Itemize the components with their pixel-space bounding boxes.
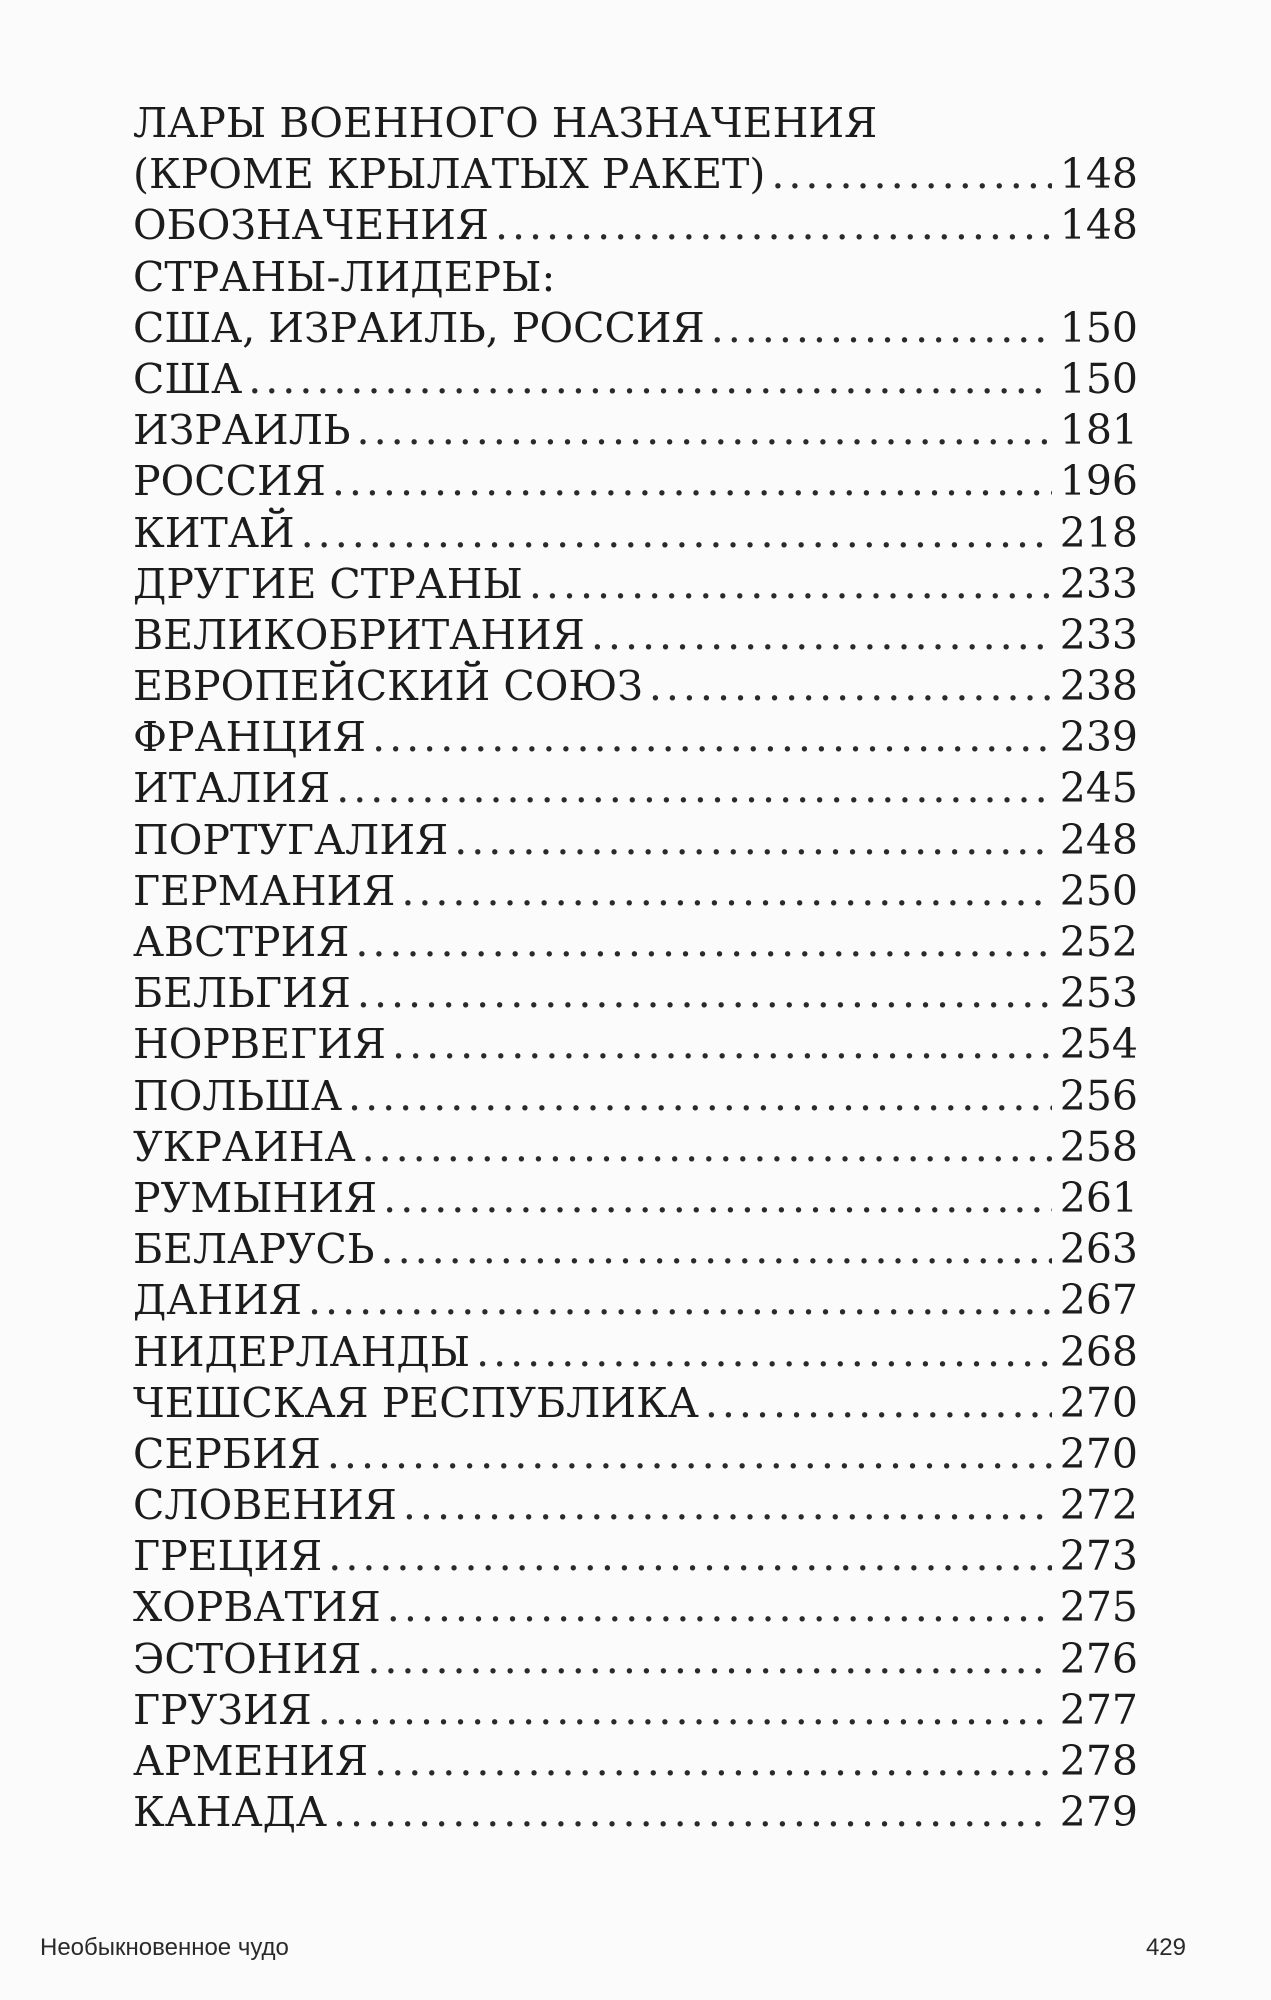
- toc-entry-title: НОРВЕГИЯ: [133, 1020, 387, 1069]
- toc-leader-dots: [308, 1275, 1052, 1326]
- toc-entry-title: ДАНИЯ: [133, 1276, 303, 1325]
- toc-entry-page: 238: [1059, 662, 1138, 711]
- toc-entry-page: 181: [1059, 406, 1138, 455]
- toc-entry-title: НИДЕРЛАНДЫ: [133, 1327, 471, 1376]
- toc-entry-page: 253: [1059, 969, 1138, 1018]
- toc-entry-page: 276: [1059, 1634, 1138, 1683]
- toc-entry-title: ЛАРЫ ВОЕННОГО НАЗНАЧЕНИЯ: [133, 99, 878, 147]
- table-of-contents: [133, 98, 1138, 1838]
- toc-entry: [133, 559, 1138, 610]
- toc-entry: [133, 1173, 1138, 1224]
- toc-entry: [133, 968, 1138, 1019]
- toc-entry: [133, 610, 1138, 661]
- toc-entry-page: 275: [1059, 1583, 1138, 1632]
- toc-leader-dots: [705, 1378, 1052, 1429]
- toc-entry-title: США: [133, 354, 243, 403]
- toc-entry-page: 252: [1059, 918, 1138, 966]
- toc-entry: [133, 1582, 1138, 1633]
- toc-leader-dots: [372, 712, 1052, 763]
- toc-entry-title: ОБОЗНАЧЕНИЯ: [133, 201, 489, 250]
- toc-leader-dots: [333, 1787, 1052, 1838]
- toc-entry: [133, 405, 1138, 456]
- toc-entry: [133, 1224, 1138, 1275]
- toc-entry-title: ГРЕЦИЯ: [133, 1532, 323, 1581]
- toc-entry: [133, 1787, 1138, 1838]
- toc-leader-dots: [711, 303, 1052, 354]
- toc-entry-title: ИТАЛИЯ: [133, 764, 331, 813]
- toc-entry-page: 196: [1059, 457, 1138, 506]
- toc-entry-page: 148: [1059, 150, 1138, 199]
- toc-leader-dots: [348, 1071, 1052, 1122]
- toc-entry-title: СТРАНЫ-ЛИДЕРЫ:: [133, 252, 556, 301]
- toc-entry-page: 150: [1059, 354, 1138, 403]
- toc-entry-title: ЕВРОПЕЙСКИЙ СОЮЗ: [133, 662, 643, 711]
- toc-leader-dots: [336, 763, 1052, 814]
- toc-leader-dots: [649, 661, 1052, 712]
- toc-entry-title: ГРУЗИЯ: [133, 1685, 312, 1734]
- toc-entry: [133, 815, 1138, 866]
- toc-entry-page: 218: [1059, 508, 1138, 557]
- toc-leader-dots: [591, 610, 1052, 661]
- toc-leader-dots: [381, 1224, 1052, 1275]
- toc-entry-title: ФРАНЦИЯ: [133, 713, 367, 762]
- toc-entry: [133, 1275, 1138, 1326]
- toc-entry: [133, 1685, 1138, 1736]
- toc-entry: [133, 252, 1138, 303]
- toc-leader-dots: [374, 1736, 1052, 1787]
- toc-leader-dots: [332, 456, 1052, 507]
- toc-entry-page: 279: [1059, 1788, 1138, 1837]
- toc-leader-dots: [248, 354, 1052, 405]
- toc-entry-page: 270: [1059, 1429, 1138, 1478]
- toc-leader-dots: [476, 1327, 1052, 1378]
- toc-entry: [133, 1327, 1138, 1378]
- toc-leader-dots: [401, 866, 1051, 917]
- toc-entry-title: РОССИЯ: [133, 457, 326, 506]
- toc-leader-dots: [771, 149, 1051, 200]
- toc-entry: [133, 1019, 1138, 1070]
- toc-entry-title: РУМЫНИЯ: [133, 1173, 378, 1222]
- toc-entry-title: АВСТРИЯ: [133, 918, 350, 966]
- toc-entry-title: АРМЕНИЯ: [133, 1737, 369, 1785]
- toc-entry: [133, 1634, 1138, 1685]
- toc-entry: [133, 303, 1138, 354]
- toc-entry: [133, 456, 1138, 507]
- toc-leader-dots: [367, 1634, 1051, 1685]
- toc-entry: [133, 508, 1138, 559]
- toc-entry: [133, 1531, 1138, 1582]
- toc-entry-page: 278: [1059, 1737, 1138, 1785]
- toc-entry-title: СЕРБИЯ: [133, 1429, 321, 1478]
- toc-leader-dots: [454, 815, 1052, 866]
- toc-entry-title: ДРУГИЕ СТРАНЫ: [133, 559, 523, 608]
- toc-entry: [133, 866, 1138, 917]
- toc-entry: [133, 1071, 1138, 1122]
- toc-entry-page: 261: [1059, 1173, 1138, 1222]
- toc-entry-title: ИЗРАИЛЬ: [133, 406, 351, 455]
- toc-leader-dots: [403, 1480, 1052, 1531]
- toc-entry-page: 258: [1059, 1122, 1138, 1171]
- toc-leader-dots: [301, 508, 1052, 559]
- toc-entry-title: ХОРВАТИЯ: [133, 1583, 381, 1632]
- footer-page-number: 429: [1145, 1934, 1186, 1961]
- toc-entry-page: 254: [1059, 1020, 1138, 1069]
- toc-entry-page: 256: [1059, 1071, 1138, 1120]
- toc-entry-title: КАНАДА: [133, 1788, 327, 1837]
- toc-leader-dots: [357, 968, 1052, 1019]
- toc-entry-page: 273: [1059, 1532, 1138, 1581]
- toc-leader-dots: [328, 1531, 1051, 1582]
- toc-entry-page: 268: [1059, 1327, 1138, 1376]
- toc-leader-dots: [529, 559, 1052, 610]
- toc-entry-page: 267: [1059, 1276, 1138, 1325]
- toc-entry-title: БЕЛЬГИЯ: [133, 969, 351, 1018]
- toc-entry-title: УКРАИНА: [133, 1122, 356, 1171]
- toc-entry: [133, 354, 1138, 405]
- toc-leader-dots: [495, 200, 1052, 251]
- toc-leader-dots: [355, 917, 1051, 968]
- toc-entry-title: ПОЛЬША: [133, 1071, 343, 1120]
- toc-entry: [133, 712, 1138, 763]
- toc-leader-dots: [357, 405, 1052, 456]
- toc-entry-page: 148: [1059, 201, 1138, 250]
- toc-entry-title: ПОРТУГАЛИЯ: [133, 815, 449, 864]
- toc-entry: [133, 98, 1138, 149]
- toc-entry: [133, 1122, 1138, 1173]
- toc-entry-title: КИТАЙ: [133, 508, 295, 557]
- toc-entry-title: ГЕРМАНИЯ: [133, 866, 396, 915]
- toc-entry: [133, 149, 1138, 200]
- toc-entry-page: 233: [1059, 610, 1138, 659]
- toc-entry: [133, 1480, 1138, 1531]
- toc-entry-title: ЭСТОНИЯ: [133, 1634, 362, 1683]
- toc-entry-page: 263: [1059, 1225, 1138, 1274]
- toc-entry-page: 150: [1059, 303, 1138, 352]
- toc-entry: [133, 1736, 1138, 1787]
- toc-entry-page: 233: [1059, 559, 1138, 608]
- toc-entry: [133, 661, 1138, 712]
- toc-leader-dots: [392, 1019, 1052, 1070]
- toc-entry-title: БЕЛАРУСЬ: [133, 1225, 375, 1274]
- toc-entry: [133, 1429, 1138, 1480]
- toc-entry-page: 248: [1059, 815, 1138, 864]
- toc-entry: [133, 1378, 1138, 1429]
- toc-entry-title: ЧЕШСКАЯ РЕСПУБЛИКА: [133, 1378, 699, 1427]
- toc-entry-title: США, ИЗРАИЛЬ, РОССИЯ: [133, 303, 705, 352]
- toc-entry-page: 277: [1059, 1685, 1138, 1734]
- toc-entry: [133, 200, 1138, 251]
- toc-entry-title: ВЕЛИКОБРИТАНИЯ: [133, 610, 585, 659]
- toc-entry-page: 250: [1059, 866, 1138, 915]
- footer-book-title: Необыкновенное чудо: [40, 1934, 289, 1961]
- toc-entry: [133, 917, 1138, 968]
- toc-entry-title: (КРОМЕ КРЫЛАТЫХ РАКЕТ): [133, 150, 766, 199]
- toc-leader-dots: [362, 1122, 1052, 1173]
- toc-leader-dots: [383, 1173, 1052, 1224]
- toc-entry-page: 270: [1059, 1378, 1138, 1427]
- toc-entry: [133, 763, 1138, 814]
- toc-entry-page: 272: [1059, 1481, 1138, 1530]
- toc-leader-dots: [387, 1582, 1052, 1633]
- toc-entry-page: 245: [1059, 764, 1138, 813]
- toc-entry-title: СЛОВЕНИЯ: [133, 1481, 397, 1530]
- toc-leader-dots: [327, 1429, 1052, 1480]
- toc-leader-dots: [318, 1685, 1052, 1736]
- toc-entry-page: 239: [1059, 713, 1138, 762]
